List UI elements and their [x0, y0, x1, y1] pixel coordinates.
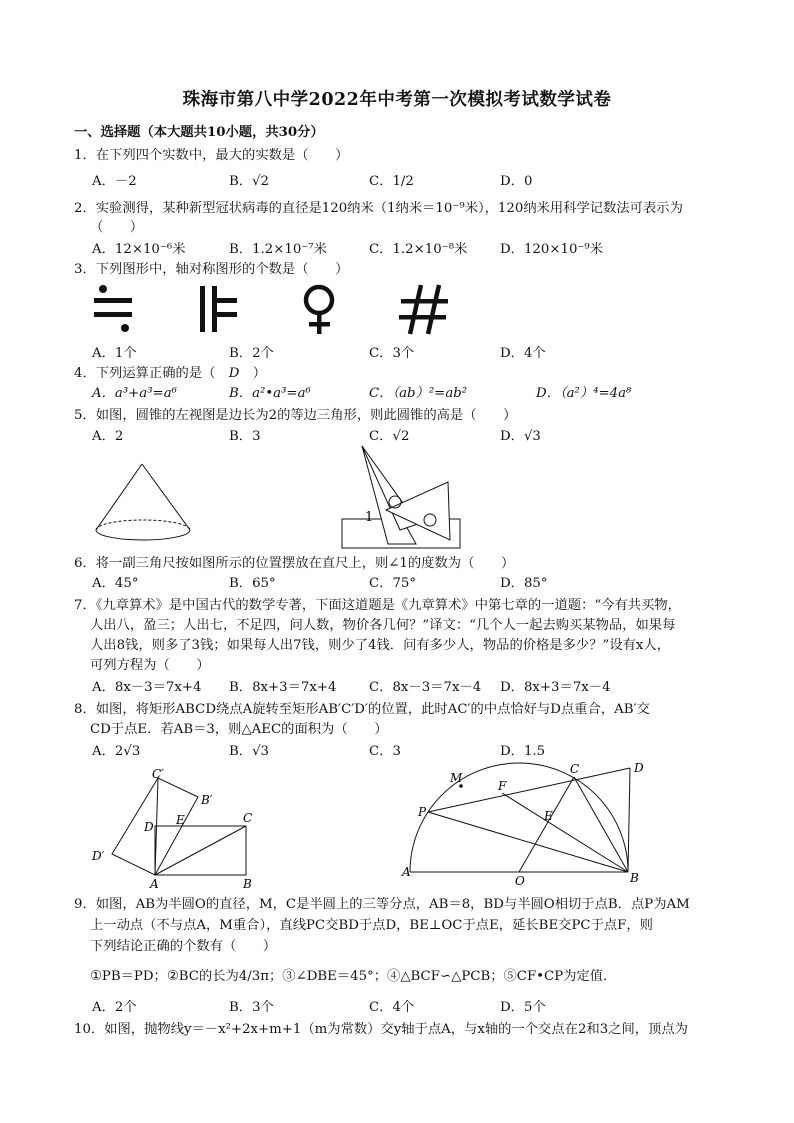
- question-10-stem: 10．如图，抛物线y＝－x²+2x+m+1（m为常数）交y轴于点A，与x轴的一个交点在2和3之间，顶点为: [74, 1022, 688, 1037]
- q3-option-b: B．2个: [229, 346, 274, 361]
- q1-option-c: C．1/2: [369, 174, 414, 189]
- label-c-prime: C′: [152, 767, 164, 781]
- q6-option-a: A．45°: [92, 576, 139, 591]
- label-a9: A: [402, 865, 411, 879]
- q3-option-a: A．1个: [92, 346, 137, 361]
- q7-option-a: A．8x－3＝7x+4: [92, 680, 202, 695]
- set-squares-figure: [338, 444, 468, 556]
- q2-option-d: D．120×10⁻⁹米: [500, 242, 604, 257]
- q3-symbol-1: [94, 285, 132, 332]
- q2-option-a: A．12×10⁻⁶米: [92, 242, 186, 257]
- question-2-stem: 2．实验测得，某种新型冠状病毒的直径是120纳米（1纳米＝10⁻⁹米），120纳米用科学记数法可表示为: [74, 201, 683, 216]
- page-title: 珠海市第八中学2022年中考第一次模拟考试数学试卷: [182, 90, 612, 110]
- label-a: A: [150, 877, 159, 891]
- q9-conclusions: ①PB＝PD；②BC的长为4/3π；③∠DBE＝45°；④△BCF∽△PCB；⑤CF•CP为定值．: [90, 969, 617, 984]
- q1-option-d: D．0: [500, 174, 533, 189]
- q9-option-a: A．2个: [92, 1000, 137, 1015]
- q5-option-c: C．√2: [369, 429, 410, 444]
- label-e9: E: [544, 809, 553, 823]
- q6-option-b: B．65°: [229, 576, 276, 591]
- label-b: B: [243, 877, 252, 891]
- label-p: P: [418, 805, 427, 819]
- question-3-stem: 3．下列图形中，轴对称图形的个数是（ ）: [74, 262, 349, 277]
- q6-angle-label: 1: [365, 510, 374, 525]
- q8-option-b: B．√3: [229, 744, 270, 759]
- q4-option-a: A．a³+a³=a⁶: [92, 386, 177, 401]
- q8-option-d: D．1.5: [500, 744, 546, 759]
- label-b-prime: B′: [201, 793, 213, 807]
- q9-option-c: C．4个: [369, 1000, 415, 1015]
- cone-figure: [90, 462, 200, 544]
- q9-option-b: B．3个: [229, 1000, 274, 1015]
- q8-option-c: C．3: [369, 744, 401, 759]
- label-c: C: [243, 811, 253, 825]
- question-6-stem: 6．将一副三角尺按如图所示的位置摆放在直尺上，则∠1的度数为（ ）: [74, 556, 515, 571]
- question-8-line-2: CD于点E．若AB＝3，则△AEC的面积为（ ）: [90, 722, 388, 737]
- label-c9: C: [570, 762, 580, 776]
- question-1-stem: 1．在下列四个实数中，最大的实数是（ ）: [74, 148, 349, 163]
- q4-option-b: B．a²•a³=a⁶: [229, 386, 311, 401]
- question-2-stem-cont: （ ）: [90, 220, 144, 235]
- q5-option-d: D．√3: [500, 429, 541, 444]
- q3-option-d: D．4个: [500, 346, 546, 361]
- label-d9: D: [634, 761, 644, 775]
- q6-option-d: D．85°: [500, 576, 548, 591]
- q4-answer-mark: D: [228, 366, 240, 381]
- label-f: F: [498, 779, 507, 793]
- label-m: M: [450, 771, 463, 785]
- semicircle-figure: [398, 760, 658, 890]
- q1-option-a: A．－2: [92, 174, 137, 189]
- q3-symbols-figure: [90, 280, 470, 338]
- q3-symbol-2: [200, 286, 237, 332]
- question-4-stem: 4．下列运算正确的是（ D ）: [74, 366, 266, 381]
- q3-symbol-3: [306, 287, 332, 334]
- q2-option-c: C．1.2×10⁻⁸米: [369, 242, 468, 257]
- question-7-line-3: 人出8钱，则多了3钱；如果每人出7钱，则少了4钱．问有多少人，物品的价格是多少？”设有x人，: [90, 638, 671, 653]
- rotation-figure: [88, 762, 268, 892]
- q8-option-a: A．2√3: [92, 744, 141, 759]
- q4-option-d: D．（a²）⁴=4a⁸: [536, 386, 632, 401]
- question-9-line-1: 9．如图，AB为半圆O的直径，M，C是半圆上的三等分点，AB＝8，BD与半圆O相切于点B．点P为AM: [74, 897, 690, 912]
- question-8-line-1: 8．如图，将矩形ABCD绕点A旋转至矩形AB′C′D′的位置，此时AC′的中点恰好与D点重合，AB′交: [74, 702, 650, 717]
- q7-option-c: C．8x－3＝7x－4: [369, 680, 482, 695]
- q4-option-c: C．（ab）²=ab²: [369, 386, 468, 401]
- q3-symbol-4: [399, 285, 448, 334]
- q7-option-d: D．8x+3＝7x－4: [500, 680, 611, 695]
- q2-option-b: B．1.2×10⁻⁷米: [229, 242, 327, 257]
- label-o: O: [515, 874, 525, 888]
- label-b9: B: [630, 871, 639, 885]
- question-7-line-2: 人出八，盈三；人出七，不足四，问人数，物价各几何？”译文：“几个人一起去购买某物品，如果每: [90, 618, 676, 633]
- question-7-line-1: 7．《九章算术》是中国古代的数学专著，下面这道题是《九章算术》中第七章的一道题：“今有共买物，: [74, 598, 681, 613]
- q5-option-b: B．3: [229, 429, 261, 444]
- q1-option-b: B．√2: [229, 174, 270, 189]
- label-e: E: [176, 813, 185, 827]
- q5-option-a: A．2: [92, 429, 124, 444]
- question-9-line-2: 上一动点（不与点A，M重合），直线PC交BD于点D，BE⊥OC于点E，延长BE交PC于点F，则: [90, 918, 653, 933]
- label-d: D: [144, 820, 154, 834]
- label-d-prime: D′: [92, 849, 105, 863]
- question-7-line-4: 可列方程为（ ）: [90, 658, 210, 673]
- question-5-stem: 5．如图，圆锥的左视图是边长为2的等边三角形，则此圆锥的高是（ ）: [74, 408, 517, 423]
- q9-option-d: D．5个: [500, 1000, 546, 1015]
- section-heading: 一、选择题（本大题共10小题，共30分）: [74, 125, 324, 140]
- question-9-line-3: 下列结论正确的个数有（ ）: [90, 939, 277, 954]
- q3-option-c: C．3个: [369, 346, 415, 361]
- q7-option-b: B．8x+3＝7x+4: [229, 680, 337, 695]
- q6-option-c: C．75°: [369, 576, 417, 591]
